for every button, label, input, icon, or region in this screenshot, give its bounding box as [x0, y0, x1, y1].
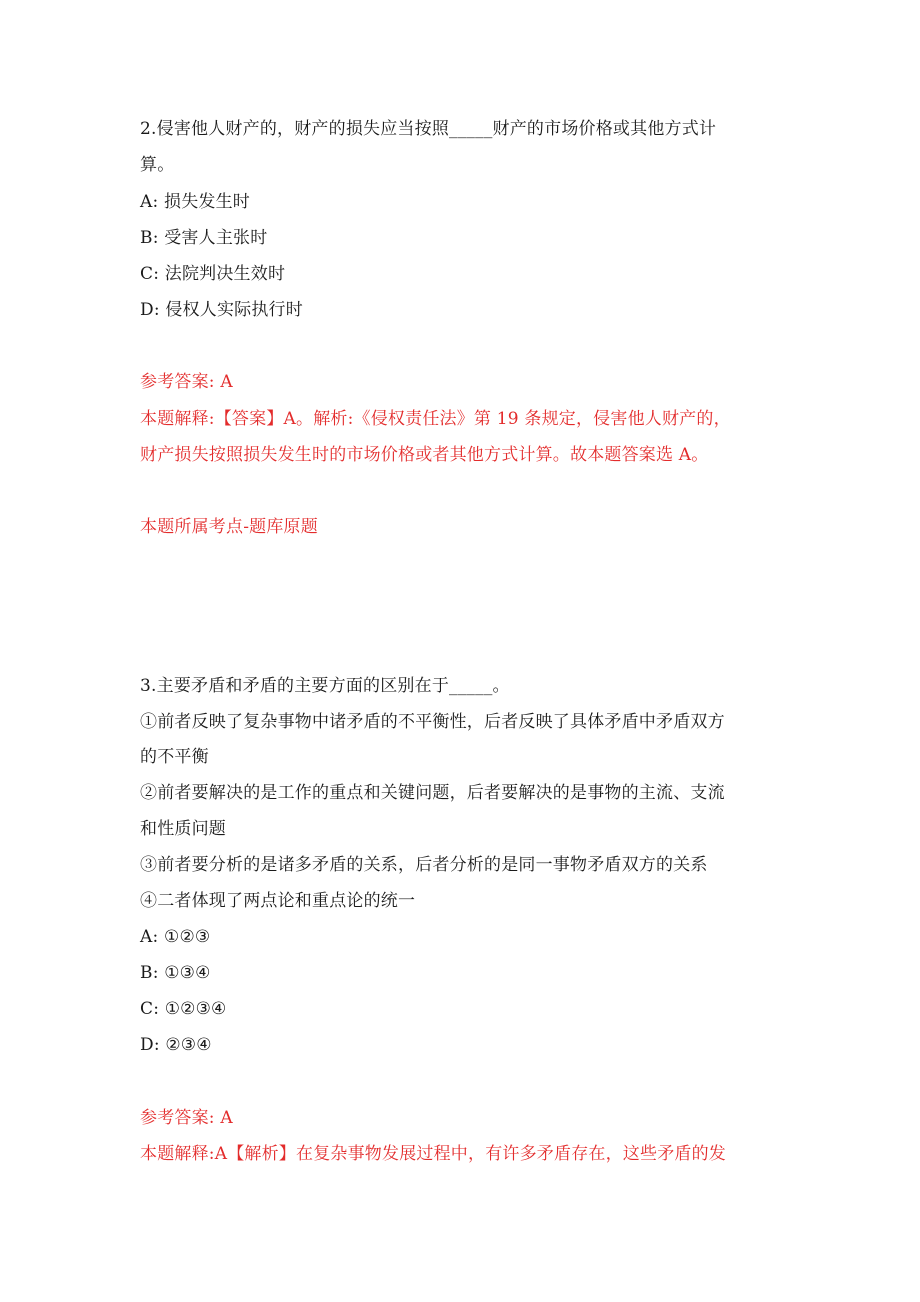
- q2-option-b: B: 受害人主张时: [140, 228, 268, 248]
- q2-stem-line-1: 2.侵害他人财产的，财产的损失应当按照_____财产的市场价格或其他方式计: [140, 119, 717, 139]
- q3-statement-1-line-2: 的不平衡: [140, 747, 209, 767]
- q3-statement-2-line-1: ②前者要解决的是工作的重点和关键问题，后者要解决的是事物的主流、支流: [140, 783, 725, 803]
- q2-option-a: A: 损失发生时: [140, 192, 251, 212]
- q3-stem: 3.主要矛盾和矛盾的主要方面的区别在于_____。: [140, 676, 510, 696]
- q3-statement-1-line-1: ①前者反映了复杂事物中诸矛盾的不平衡性，后者反映了具体矛盾中矛盾双方: [140, 712, 725, 732]
- q3-option-d: D: ②③④: [140, 1035, 212, 1055]
- q2-explanation-line-2: 财产损失按照损失发生时的市场价格或者其他方式计算。故本题答案选 A。: [140, 445, 709, 465]
- q2-stem-line-2: 算。: [140, 155, 175, 175]
- q3-option-c: C: ①②③④: [140, 999, 227, 1019]
- q2-answer: 参考答案: A: [140, 372, 233, 392]
- q2-explanation-line-1: 本题解释:【答案】A。解析:《侵权责任法》第 19 条规定，侵害他人财产的，: [140, 409, 731, 429]
- q2-topic: 本题所属考点-题库原题: [140, 517, 318, 537]
- q2-option-d: D: 侵权人实际执行时: [140, 300, 303, 320]
- q3-answer: 参考答案: A: [140, 1108, 233, 1128]
- q2-option-c: C: 法院判决生效时: [140, 264, 286, 284]
- q3-option-b: B: ①③④: [140, 963, 211, 983]
- q3-option-a: A: ①②③: [140, 927, 211, 947]
- q3-statement-2-line-2: 和性质问题: [140, 819, 226, 839]
- q3-statement-4: ④二者体现了两点论和重点论的统一: [140, 891, 416, 911]
- q3-explanation-line-1: 本题解释:A【解析】在复杂事物发展过程中，有许多矛盾存在，这些矛盾的发: [140, 1144, 727, 1164]
- q3-statement-3: ③前者要分析的是诸多矛盾的关系，后者分析的是同一事物矛盾双方的关系: [140, 855, 708, 875]
